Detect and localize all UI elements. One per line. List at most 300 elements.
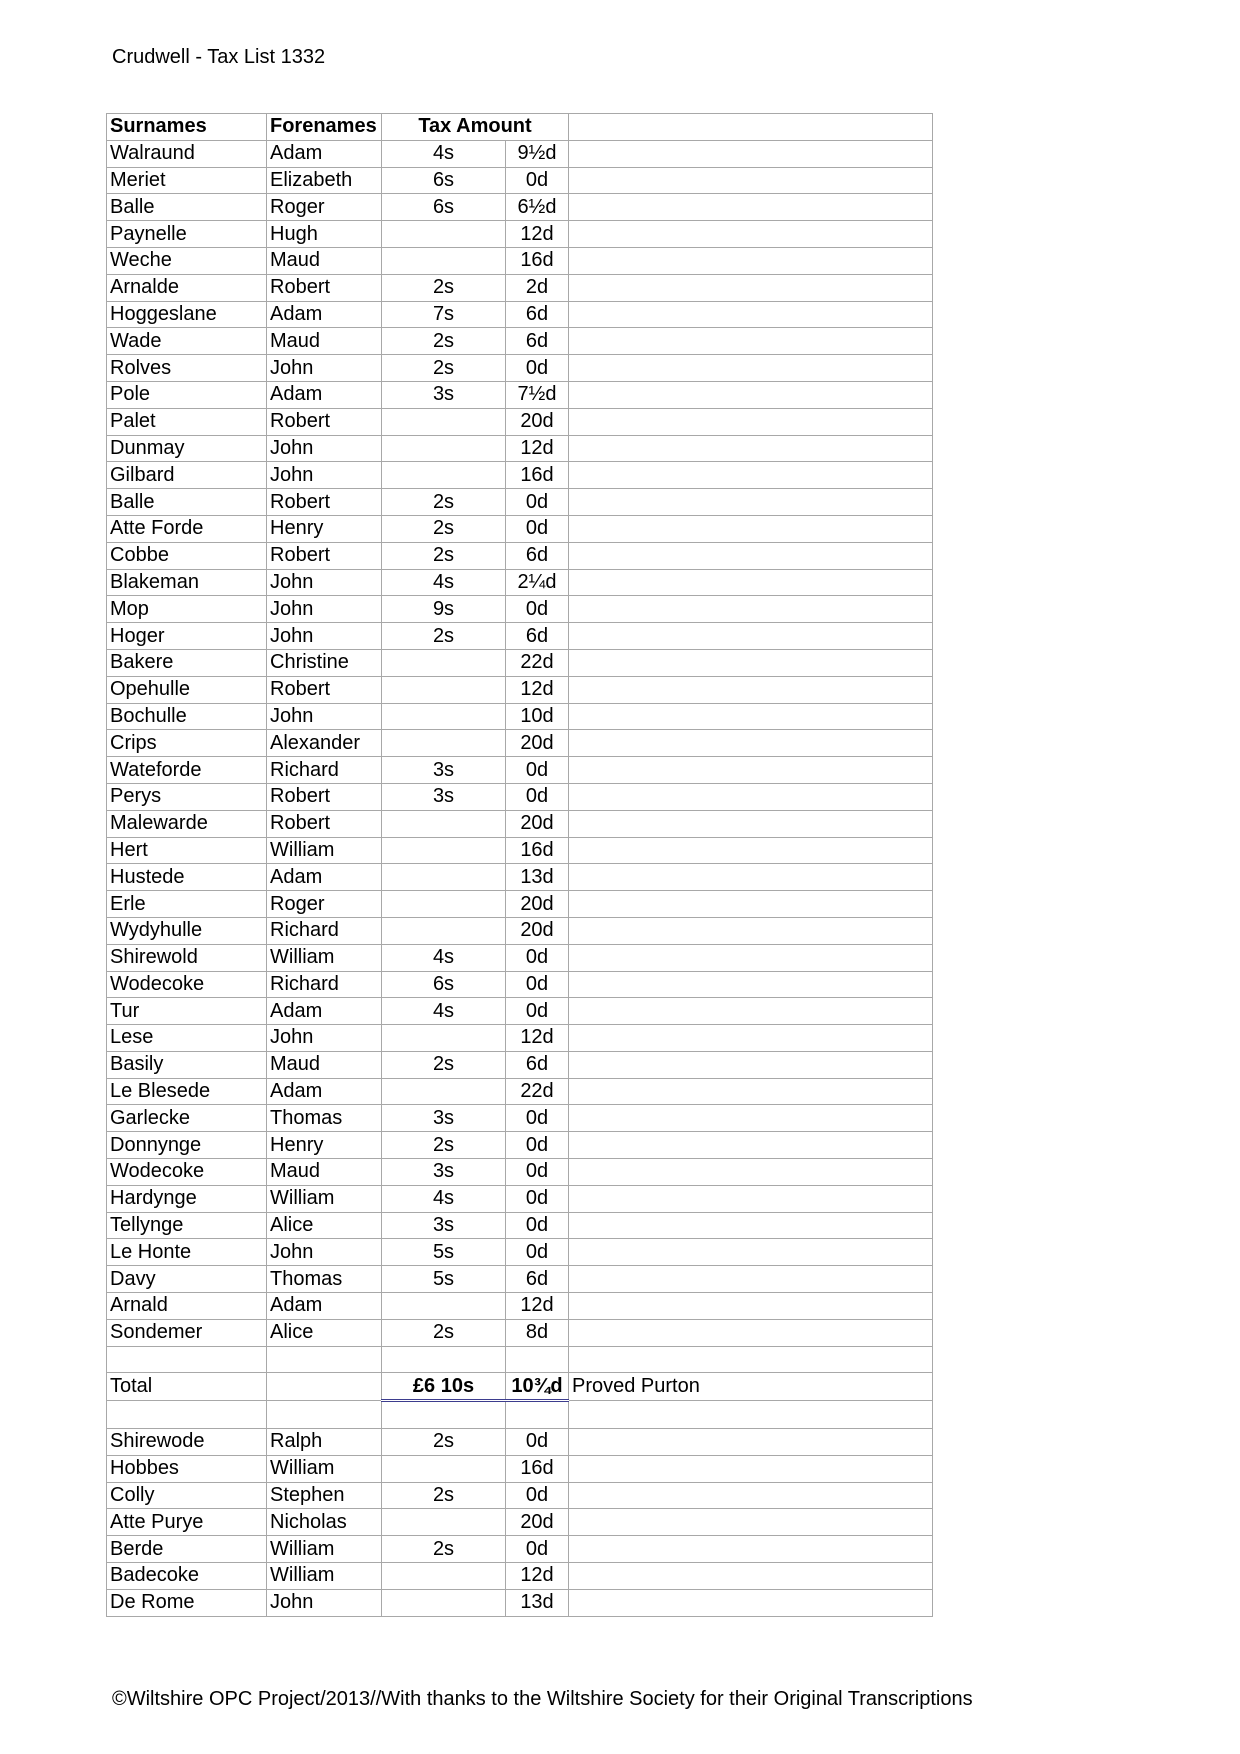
shillings-cell [382, 408, 506, 435]
shillings-cell [382, 1078, 506, 1105]
forename-cell: John [267, 596, 382, 623]
forename-cell: John [267, 1239, 382, 1266]
notes-cell [569, 1105, 933, 1132]
shillings-cell [382, 703, 506, 730]
surname-cell: Rolves [107, 355, 267, 382]
forename-cell: Maud [267, 328, 382, 355]
notes-cell [569, 891, 933, 918]
table-row [107, 1429, 933, 1456]
pence-cell: 16d [506, 837, 569, 864]
surname-cell: Badecoke [107, 1563, 267, 1590]
surname-cell: Berde [107, 1536, 267, 1563]
notes-cell [569, 1212, 933, 1239]
pence-cell: 0d [506, 1159, 569, 1186]
page-title: Crudwell - Tax List 1332 [112, 46, 326, 68]
surname-cell: Cobbe [107, 542, 267, 569]
forename-cell: Robert [267, 408, 382, 435]
shillings-cell: 3s [382, 757, 506, 784]
surname-cell: Basily [107, 1051, 267, 1078]
pence-cell: 22d [506, 1078, 569, 1105]
shillings-cell [382, 864, 506, 891]
shillings-cell: 2s [382, 1051, 506, 1078]
forename-cell: Richard [267, 757, 382, 784]
surname-cell: Bochulle [107, 703, 267, 730]
notes-cell [569, 381, 933, 408]
footer-credit: ©Wiltshire OPC Project/2013//With thanks to the Wiltshire Society for their Original Transcriptions [112, 1688, 973, 1710]
table-row [107, 194, 933, 221]
forename-cell: John [267, 462, 382, 489]
table-row [107, 864, 933, 891]
surname-cell: Atte Purye [107, 1509, 267, 1536]
table-row [107, 837, 933, 864]
surname-cell: Wade [107, 328, 267, 355]
table-row [107, 1239, 933, 1266]
surname-cell: Lese [107, 1025, 267, 1052]
notes-cell [569, 489, 933, 516]
forename-cell: John [267, 1025, 382, 1052]
shillings-cell [382, 1563, 506, 1590]
surname-cell: Erle [107, 891, 267, 918]
shillings-cell: 2s [382, 1536, 506, 1563]
shillings-cell: 3s [382, 381, 506, 408]
shillings-cell [382, 730, 506, 757]
surname-cell: Atte Forde [107, 515, 267, 542]
forenames-header: Forenames [267, 114, 382, 141]
notes-cell [569, 1536, 933, 1563]
forename-cell: Adam [267, 1078, 382, 1105]
notes-cell [569, 140, 933, 167]
table-row [107, 1589, 933, 1616]
table-row [107, 328, 933, 355]
table-row [107, 221, 933, 248]
pence-cell: 2d [506, 274, 569, 301]
shillings-cell [382, 676, 506, 703]
forename-cell: Roger [267, 194, 382, 221]
table-row [107, 649, 933, 676]
shillings-cell: 2s [382, 355, 506, 382]
table-row [107, 408, 933, 435]
surname-cell: Hardynge [107, 1185, 267, 1212]
surname-cell: Palet [107, 408, 267, 435]
forename-cell: Robert [267, 489, 382, 516]
surname-cell: Hoger [107, 623, 267, 650]
shillings-cell [382, 810, 506, 837]
shillings-cell: 5s [382, 1239, 506, 1266]
pence-cell: 0d [506, 515, 569, 542]
shillings-cell: 3s [382, 1105, 506, 1132]
table-row [107, 757, 933, 784]
notes-cell [569, 1159, 933, 1186]
surname-cell: Tellynge [107, 1212, 267, 1239]
table-row [107, 623, 933, 650]
table-row [107, 1455, 933, 1482]
table-row [107, 1078, 933, 1105]
notes-cell [569, 837, 933, 864]
forename-cell: Henry [267, 1132, 382, 1159]
pence-cell: 6d [506, 328, 569, 355]
tax-table [106, 113, 933, 1617]
table-row [107, 1051, 933, 1078]
pence-cell: 12d [506, 435, 569, 462]
pence-cell: 6d [506, 1266, 569, 1293]
pence-cell: 8d [506, 1319, 569, 1346]
table-row [107, 1212, 933, 1239]
notes-cell [569, 194, 933, 221]
surname-cell: Bakere [107, 649, 267, 676]
table-row [107, 1185, 933, 1212]
shillings-cell: 3s [382, 783, 506, 810]
surname-cell: Crips [107, 730, 267, 757]
notes-cell [569, 408, 933, 435]
pence-cell: 12d [506, 221, 569, 248]
shillings-cell: 4s [382, 944, 506, 971]
pence-cell: 0d [506, 1536, 569, 1563]
pence-cell: 6d [506, 623, 569, 650]
notes-cell [569, 1293, 933, 1320]
surname-cell: Arnalde [107, 274, 267, 301]
surname-cell: Garlecke [107, 1105, 267, 1132]
notes-cell [569, 542, 933, 569]
forename-cell: Alice [267, 1319, 382, 1346]
pence-cell: 0d [506, 998, 569, 1025]
surname-cell: Hoggeslane [107, 301, 267, 328]
pence-cell: 13d [506, 1589, 569, 1616]
table-row [107, 542, 933, 569]
forename-cell: Adam [267, 864, 382, 891]
pence-cell: 20d [506, 1509, 569, 1536]
total-label: Total [107, 1373, 267, 1401]
surname-cell: Shirewold [107, 944, 267, 971]
forename-cell: William [267, 1185, 382, 1212]
forename-cell: Adam [267, 301, 382, 328]
shillings-cell: 3s [382, 1159, 506, 1186]
forename-cell: John [267, 1589, 382, 1616]
surname-cell: Wateforde [107, 757, 267, 784]
notes-cell [569, 167, 933, 194]
pence-cell: 0d [506, 1185, 569, 1212]
forename-cell: Hugh [267, 221, 382, 248]
forename-cell: John [267, 355, 382, 382]
surname-cell: De Rome [107, 1589, 267, 1616]
pence-cell: 0d [506, 1239, 569, 1266]
surname-cell: Arnald [107, 1293, 267, 1320]
forename-cell: Alice [267, 1212, 382, 1239]
surname-cell: Colly [107, 1482, 267, 1509]
table-row [107, 167, 933, 194]
notes-cell [569, 569, 933, 596]
shillings-cell [382, 837, 506, 864]
forename-cell: Robert [267, 274, 382, 301]
table-row [107, 703, 933, 730]
forename-cell: Maud [267, 247, 382, 274]
pence-cell: 6½d [506, 194, 569, 221]
surname-cell: Pole [107, 381, 267, 408]
forename-cell: Robert [267, 810, 382, 837]
shillings-cell: 2s [382, 542, 506, 569]
shillings-cell: 2s [382, 515, 506, 542]
table-row [107, 435, 933, 462]
forename-cell: John [267, 569, 382, 596]
notes-cell [569, 676, 933, 703]
surname-cell: Shirewode [107, 1429, 267, 1456]
pence-cell: 0d [506, 596, 569, 623]
pence-cell: 0d [506, 355, 569, 382]
shillings-cell [382, 1509, 506, 1536]
surname-cell: Balle [107, 489, 267, 516]
table-row [107, 1293, 933, 1320]
pence-cell: 0d [506, 971, 569, 998]
table-row [107, 489, 933, 516]
pence-cell: 0d [506, 944, 569, 971]
notes-cell [569, 944, 933, 971]
shillings-cell: 2s [382, 274, 506, 301]
surname-cell: Meriet [107, 167, 267, 194]
surnames-header: Surnames [107, 114, 267, 141]
shillings-cell: 6s [382, 194, 506, 221]
table-row [107, 917, 933, 944]
surname-cell: Le Blesede [107, 1078, 267, 1105]
table-header-row [107, 114, 933, 141]
notes-cell [569, 355, 933, 382]
pence-cell: 0d [506, 1212, 569, 1239]
pence-cell: 16d [506, 247, 569, 274]
pence-cell: 16d [506, 462, 569, 489]
forename-cell: Alexander [267, 730, 382, 757]
pence-cell: 0d [506, 1429, 569, 1456]
surname-cell: Blakeman [107, 569, 267, 596]
notes-cell [569, 757, 933, 784]
pence-cell: 20d [506, 810, 569, 837]
shillings-cell: 4s [382, 569, 506, 596]
surname-cell: Balle [107, 194, 267, 221]
pence-cell: 2¼d [506, 569, 569, 596]
pence-cell: 16d [506, 1455, 569, 1482]
notes-cell [569, 1078, 933, 1105]
table-row [107, 274, 933, 301]
shillings-cell: 9s [382, 596, 506, 623]
table-row [107, 998, 933, 1025]
table-row [107, 891, 933, 918]
forename-cell: Adam [267, 998, 382, 1025]
forename-cell: Robert [267, 783, 382, 810]
table-row [107, 1266, 933, 1293]
shillings-cell [382, 891, 506, 918]
shillings-cell [382, 649, 506, 676]
table-row [107, 730, 933, 757]
pence-cell: 13d [506, 864, 569, 891]
pence-cell: 0d [506, 1482, 569, 1509]
forename-cell: Maud [267, 1051, 382, 1078]
shillings-cell: 4s [382, 140, 506, 167]
pence-cell: 20d [506, 917, 569, 944]
notes-cell [569, 1429, 933, 1456]
forename-cell: Adam [267, 140, 382, 167]
notes-cell [569, 998, 933, 1025]
pence-cell: 6d [506, 1051, 569, 1078]
table-row [107, 462, 933, 489]
table-row [107, 1536, 933, 1563]
extra-rows [107, 1429, 933, 1617]
pence-cell: 6d [506, 301, 569, 328]
shillings-cell: 4s [382, 1185, 506, 1212]
forename-cell: Richard [267, 917, 382, 944]
forename-cell: Christine [267, 649, 382, 676]
pence-cell: 20d [506, 891, 569, 918]
total-row [107, 1373, 933, 1401]
forename-cell: John [267, 435, 382, 462]
shillings-cell [382, 221, 506, 248]
notes-cell [569, 1266, 933, 1293]
shillings-cell: 5s [382, 1266, 506, 1293]
tax-amount-header: Tax Amount [382, 114, 569, 141]
forename-cell: Ralph [267, 1429, 382, 1456]
table-row [107, 1132, 933, 1159]
pence-cell: 12d [506, 1563, 569, 1590]
forename-cell: William [267, 837, 382, 864]
shillings-cell: 2s [382, 623, 506, 650]
shillings-cell: 3s [382, 1212, 506, 1239]
forename-cell: Robert [267, 676, 382, 703]
shillings-cell: 4s [382, 998, 506, 1025]
table-row [107, 1319, 933, 1346]
table-row [107, 676, 933, 703]
notes-header [569, 114, 933, 141]
shillings-cell [382, 1589, 506, 1616]
shillings-cell [382, 917, 506, 944]
table-row [107, 140, 933, 167]
surname-cell: Davy [107, 1266, 267, 1293]
notes-cell [569, 1185, 933, 1212]
forename-cell: William [267, 944, 382, 971]
shillings-cell [382, 462, 506, 489]
notes-cell [569, 623, 933, 650]
pence-cell: 0d [506, 1105, 569, 1132]
shillings-cell [382, 435, 506, 462]
surname-cell: Dunmay [107, 435, 267, 462]
notes-cell [569, 221, 933, 248]
main-rows [107, 140, 933, 1346]
surname-cell: Mop [107, 596, 267, 623]
table-row [107, 944, 933, 971]
shillings-cell: 2s [382, 489, 506, 516]
notes-cell [569, 515, 933, 542]
notes-cell [569, 971, 933, 998]
shillings-cell: 2s [382, 328, 506, 355]
table-row [107, 810, 933, 837]
forename-cell: Adam [267, 381, 382, 408]
forename-cell: Nicholas [267, 1509, 382, 1536]
table-row [107, 247, 933, 274]
table-row [107, 1563, 933, 1590]
notes-cell [569, 1563, 933, 1590]
pence-cell: 7½d [506, 381, 569, 408]
total-forename-cell [267, 1373, 382, 1401]
notes-cell [569, 1132, 933, 1159]
notes-cell [569, 810, 933, 837]
forename-cell: Adam [267, 1293, 382, 1320]
pence-cell: 22d [506, 649, 569, 676]
forename-cell: John [267, 623, 382, 650]
total-note: Proved Purton [569, 1373, 933, 1401]
pence-cell: 0d [506, 1132, 569, 1159]
table-row [107, 971, 933, 998]
table-row [107, 1509, 933, 1536]
shillings-cell: 2s [382, 1319, 506, 1346]
notes-cell [569, 1455, 933, 1482]
pence-cell: 10d [506, 703, 569, 730]
notes-cell [569, 328, 933, 355]
pence-cell: 9½d [506, 140, 569, 167]
notes-cell [569, 864, 933, 891]
table-row [107, 596, 933, 623]
pence-cell: 20d [506, 730, 569, 757]
surname-cell: Le Honte [107, 1239, 267, 1266]
notes-cell [569, 1589, 933, 1616]
forename-cell: Roger [267, 891, 382, 918]
table-row [107, 301, 933, 328]
spacer-row [107, 1401, 933, 1429]
shillings-cell [382, 1293, 506, 1320]
forename-cell: Stephen [267, 1482, 382, 1509]
notes-cell [569, 1509, 933, 1536]
notes-cell [569, 649, 933, 676]
notes-cell [569, 462, 933, 489]
shillings-cell: 6s [382, 971, 506, 998]
notes-cell [569, 435, 933, 462]
forename-cell: Maud [267, 1159, 382, 1186]
forename-cell: Henry [267, 515, 382, 542]
pence-cell: 6d [506, 542, 569, 569]
shillings-cell: 2s [382, 1482, 506, 1509]
surname-cell: Hert [107, 837, 267, 864]
surname-cell: Paynelle [107, 221, 267, 248]
table-row [107, 381, 933, 408]
notes-cell [569, 596, 933, 623]
table-row [107, 355, 933, 382]
total-pence: 10¾d [506, 1373, 569, 1401]
pence-cell: 12d [506, 1025, 569, 1052]
surname-cell: Malewarde [107, 810, 267, 837]
surname-cell: Gilbard [107, 462, 267, 489]
forename-cell: William [267, 1455, 382, 1482]
surname-cell: Wodecoke [107, 1159, 267, 1186]
notes-cell [569, 1319, 933, 1346]
notes-cell [569, 783, 933, 810]
surname-cell: Donnynge [107, 1132, 267, 1159]
pence-cell: 0d [506, 167, 569, 194]
notes-cell [569, 247, 933, 274]
notes-cell [569, 1239, 933, 1266]
notes-cell [569, 730, 933, 757]
shillings-cell: 2s [382, 1429, 506, 1456]
pence-cell: 12d [506, 1293, 569, 1320]
notes-cell [569, 1051, 933, 1078]
table-row [107, 515, 933, 542]
shillings-cell: 7s [382, 301, 506, 328]
surname-cell: Hustede [107, 864, 267, 891]
surname-cell: Walraund [107, 140, 267, 167]
shillings-cell: 2s [382, 1132, 506, 1159]
notes-cell [569, 917, 933, 944]
surname-cell: Opehulle [107, 676, 267, 703]
pence-cell: 0d [506, 489, 569, 516]
surname-cell: Tur [107, 998, 267, 1025]
forename-cell: Robert [267, 542, 382, 569]
shillings-cell [382, 1025, 506, 1052]
surname-cell: Sondemer [107, 1319, 267, 1346]
notes-cell [569, 703, 933, 730]
forename-cell: Elizabeth [267, 167, 382, 194]
